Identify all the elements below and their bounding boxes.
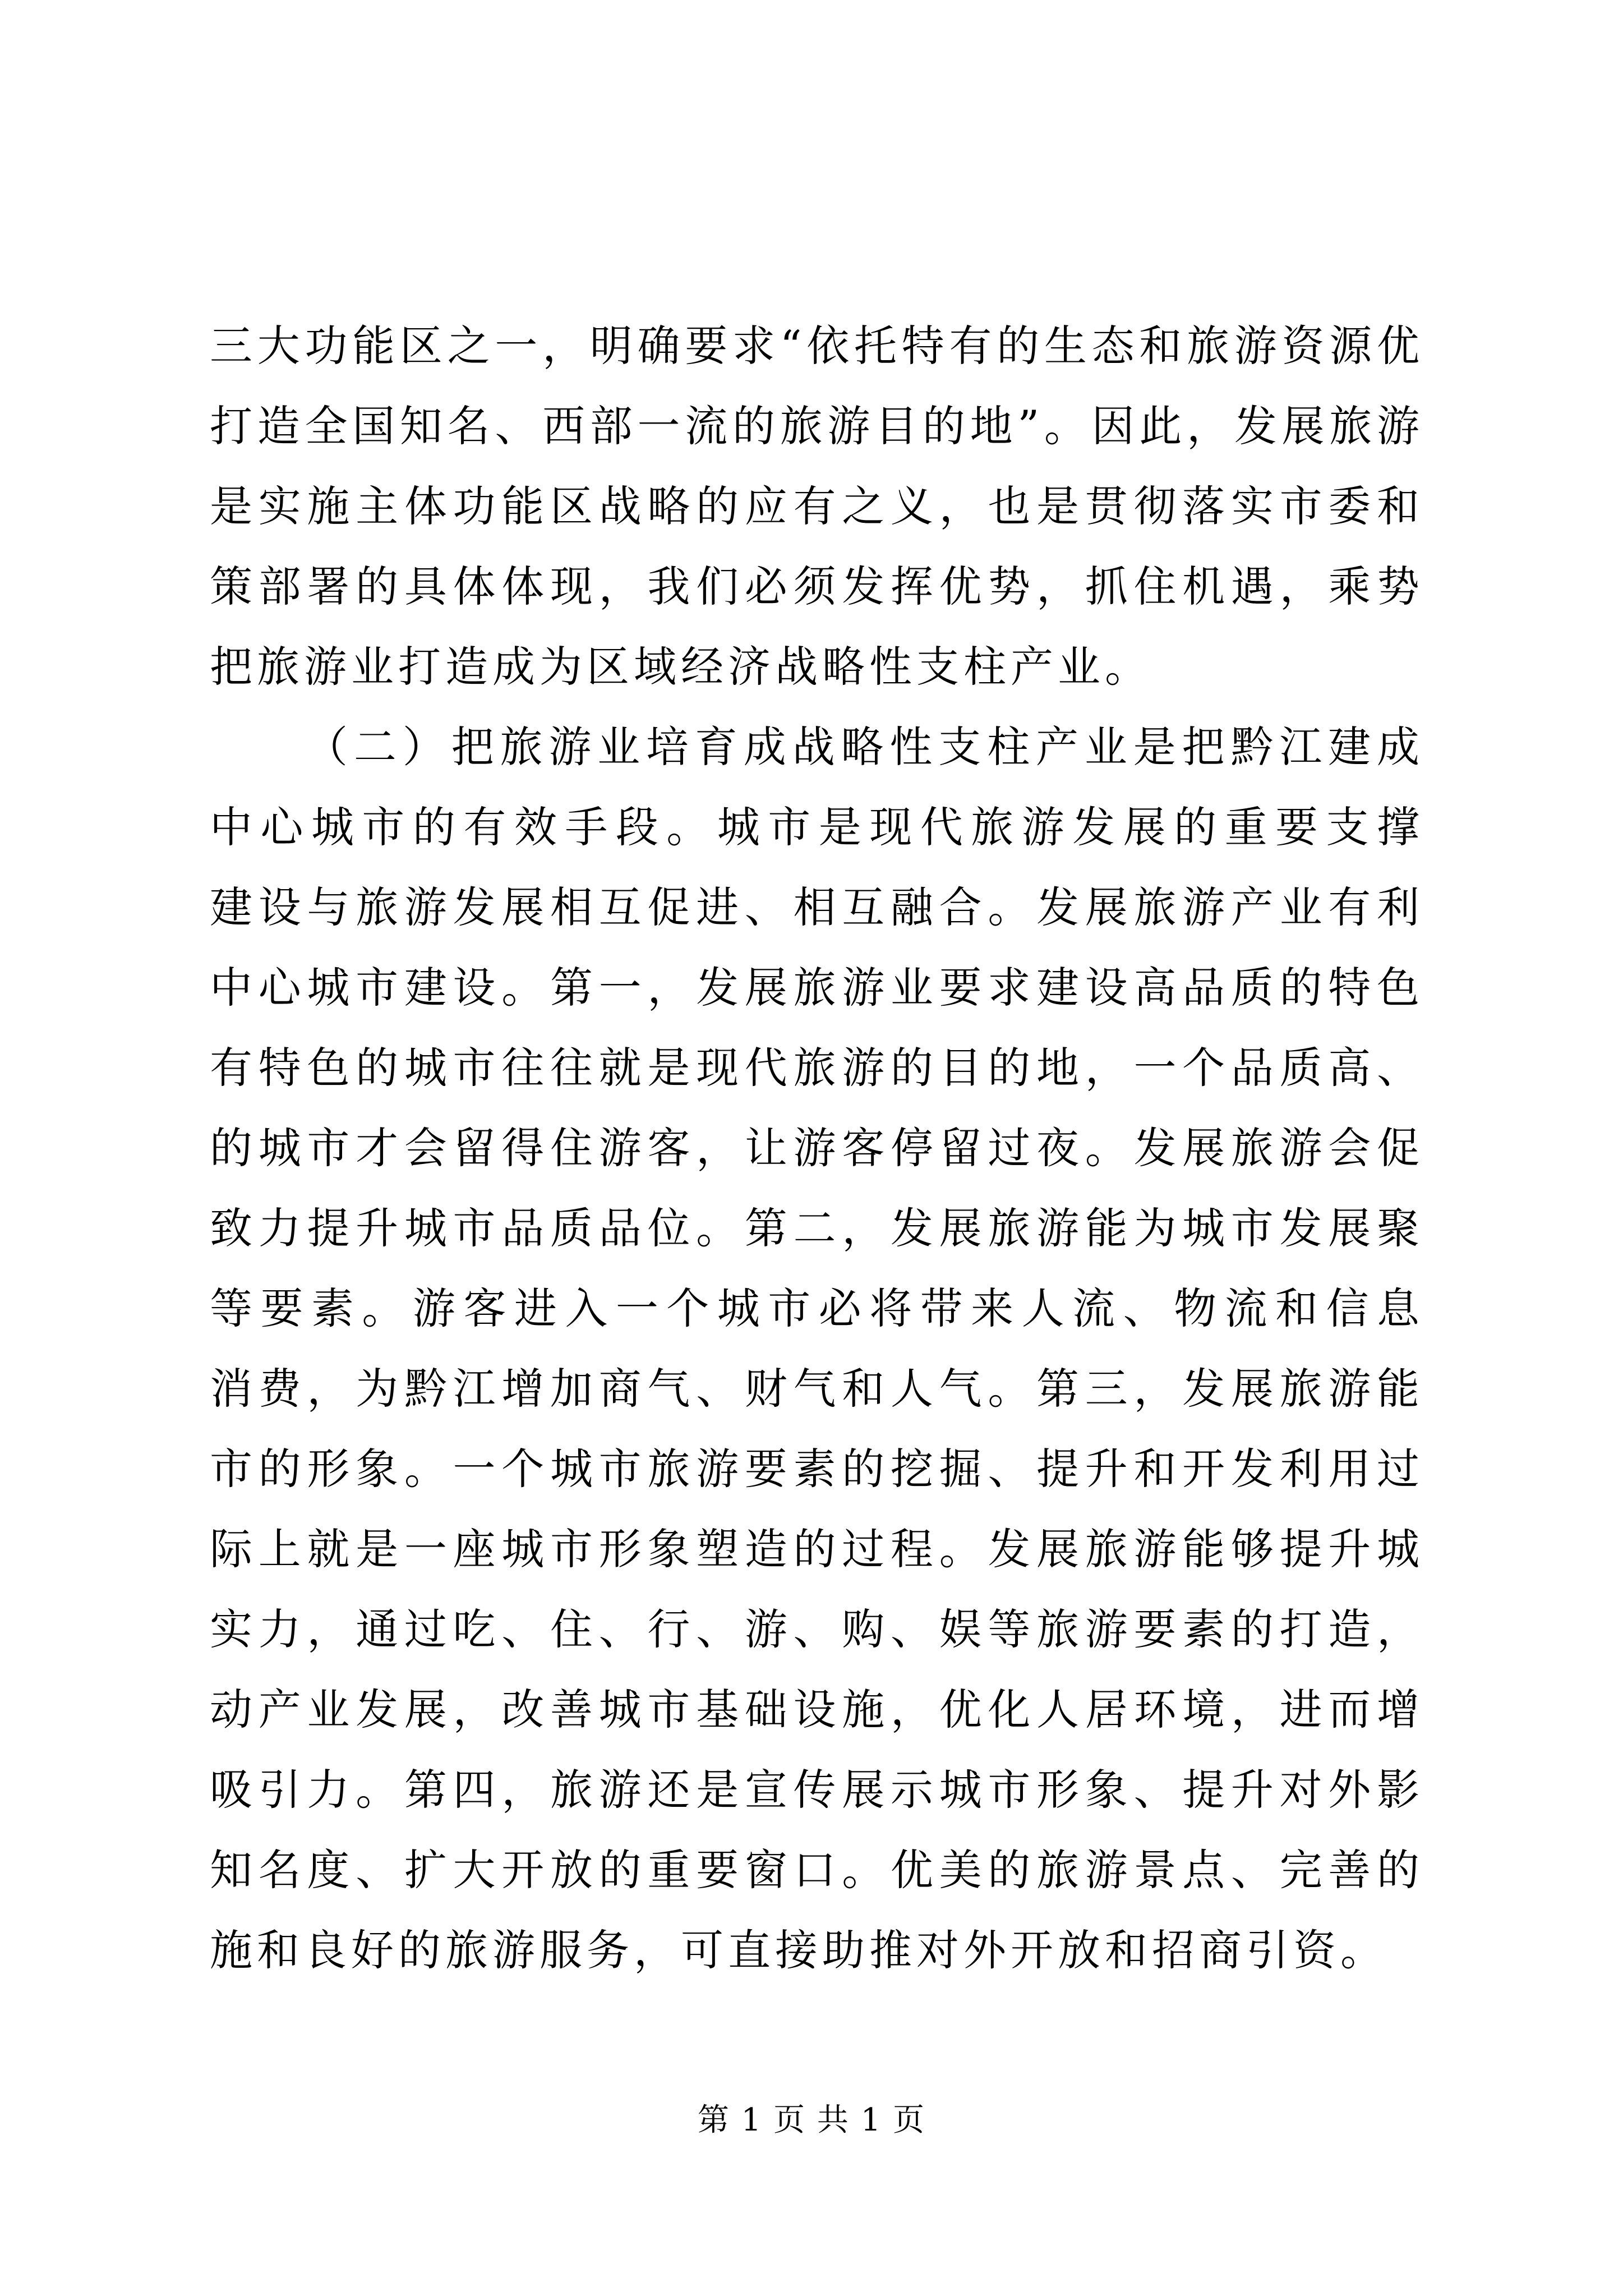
text-line: 施和良好的旅游服务，可直接助推对外开放和招商引资。 <box>210 1925 1387 1975</box>
text-line: 的城市才会留得住游客，让游客停留过夜。发展旅游会促 <box>210 1123 1424 1173</box>
text-line: 建设与旅游发展相互促进、相互融合。发展旅游产业有利 <box>210 882 1424 932</box>
page-footer: 第 1 页 共 1 页 <box>697 2102 926 2138</box>
text-line: 是实施主体功能区战略的应有之义，也是贯彻落实市委和 <box>210 481 1424 531</box>
text-line: 动产业发展，改善城市基础设施，优化人居环境，进而增 <box>210 1685 1424 1734</box>
text-line: 打造全国知名、西部一流的旅游目的地”。因此，发展旅游 <box>210 401 1424 451</box>
text-line: 三大功能区之一，明确要求“依托特有的生态和旅游资源优 <box>210 321 1424 371</box>
text-line: 知名度、扩大开放的重要窗口。优美的旅游景点、完善的 <box>210 1845 1424 1895</box>
body-text <box>210 306 1424 1990</box>
text-line: 吸引力。第四，旅游还是宣传展示城市形象、提升对外影 <box>210 1765 1424 1815</box>
text-line: 实力，通过吃、住、行、游、购、娱等旅游要素的打造， <box>210 1604 1424 1654</box>
text-line: 中心城市建设。第一，发展旅游业要求建设高品质的特色 <box>210 963 1424 1013</box>
paragraph-start-line: （二）把旅游业培育成战略性支柱产业是把黔江建成 <box>305 722 1424 772</box>
text-line: 策部署的具体体现，我们必须发挥优势，抓住机遇，乘势 <box>210 562 1424 611</box>
text-line: 致力提升城市品质品位。第二，发展旅游能为城市发展聚 <box>210 1203 1424 1253</box>
text-line: 等要素。游客进入一个城市必将带来人流、物流和信息 <box>210 1283 1424 1333</box>
text-line: 中心城市的有效手段。城市是现代旅游发展的重要支撑 <box>210 802 1424 852</box>
text-line: 消费，为黔江增加商气、财气和人气。第三，发展旅游能 <box>210 1364 1424 1414</box>
text-line: 际上就是一座城市形象塑造的过程。发展旅游能够提升城 <box>210 1524 1424 1574</box>
text-line: 有特色的城市往往就是现代旅游的目的地，一个品质高、 <box>210 1043 1424 1093</box>
text-line: 把旅游业打造成为区域经济战略性支柱产业。 <box>210 642 1152 692</box>
text-line: 市的形象。一个城市旅游要素的挖掘、提升和开发利用过 <box>210 1444 1424 1494</box>
